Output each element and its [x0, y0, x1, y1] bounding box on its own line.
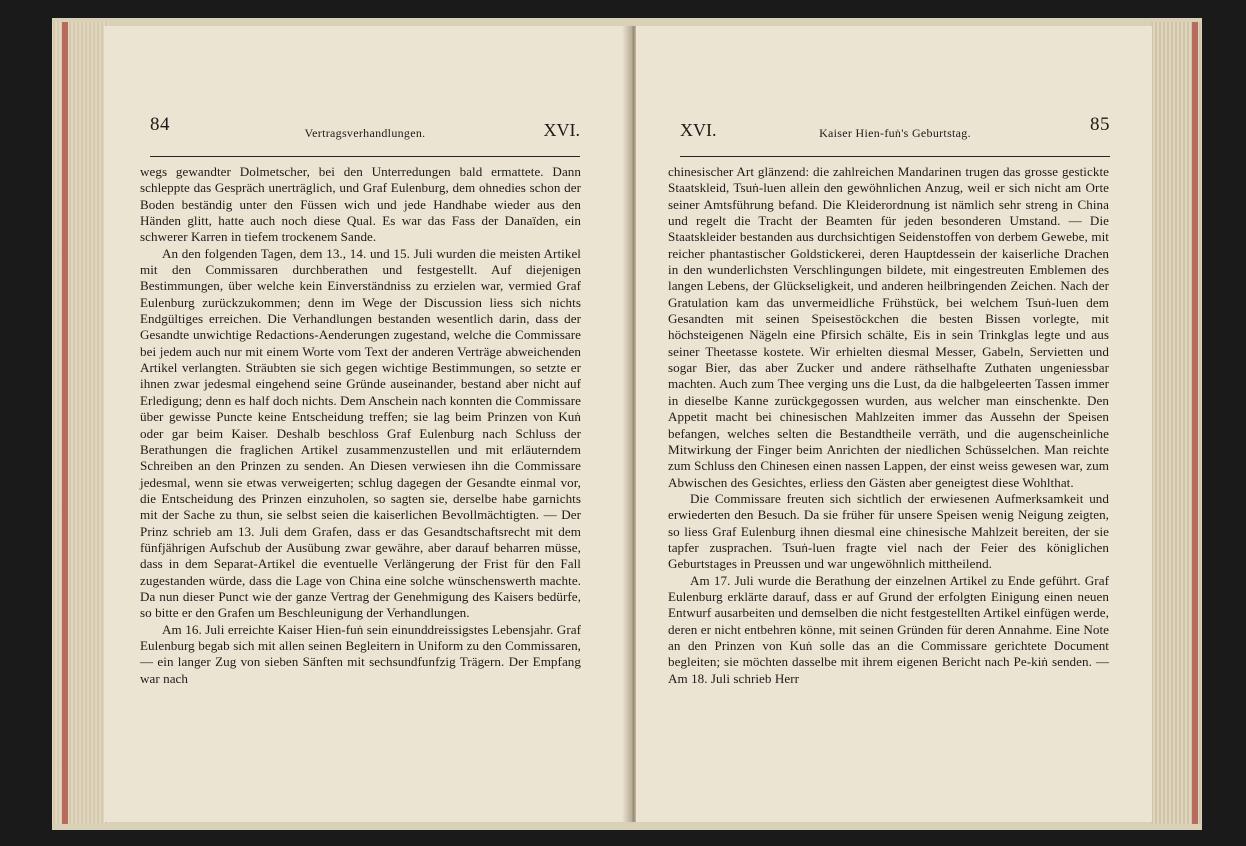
- right-page-number: 85: [1090, 114, 1110, 135]
- left-page: [104, 26, 630, 822]
- left-running-title: Vertragsverhandlungen.: [304, 126, 426, 140]
- left-page-header: [150, 112, 580, 157]
- paragraph: Am 16. Juli erreichte Kaiser Hien-fuṅ sein einunddreissigstes Lebensjahr. Graf Eulenburg begab sich mit allen seinen Begleitern in Uniform zu den Commissaren, — ein langer Zug von sieben Sänften mit sechsundfunfzig Trägern. Der Empfang war nach: [140, 621, 581, 686]
- right-section-number: XVI.: [680, 120, 717, 140]
- left-red-edge: [62, 22, 68, 824]
- right-running-title: Kaiser Hien-fuṅ's Geburtstag.: [819, 126, 971, 140]
- right-page-body: [668, 164, 1109, 687]
- left-page-edges: [52, 22, 108, 824]
- paragraph: Am 17. Juli wurde die Berathung der einzelnen Artikel zu Ende geführt. Graf Eulenburg erklärte darauf, dass er auf Grund der erfolgten Einigung einen neuen Entwurf ausarbeiten und demselben die nicht festgestellten Artikel einfügen werde, deren er nicht entbehren könne, mit seinen Gründen für deren Annahme. Eine Note an den Prinzen von Kuṅ solle das an die Commissare gerichtete Document begleiten; sie möchten dasselbe mit ihrem eigenen Bericht nach Pe-kiṅ senden. — Am 18. Juli schrieb Herr: [668, 572, 1109, 686]
- right-page: [636, 26, 1152, 822]
- left-section-number: XVI.: [543, 120, 580, 140]
- paragraph: chinesischer Art glänzend: die zahlreichen Mandarinen trugen das grosse gestickte Staatskleid, Tsuṅ-luen allein den gewöhnlichen Anzug, weil er sich nicht am Orte seiner Amtsführung befand. Die Kleiderordnung ist nämlich sehr streng in China und regelt die Tracht der Beamten für jeden besonderen Umstand. — Die Staatskleider bestanden aus durchsichtigen Seidenstoffen von derbem Gewebe, mit reicher phantastischer Goldstickerei, deren Hauptdessein der kaiserliche Drachen in den wunderlichsten Verschlingungen bildete, mit eingestreuten Emblemen des langen Lebens, der Glückseligkeit, und anderen heilbringenden Zeichen. Nach der Gratulation kam das unvermeidliche Frühstück, bei welchem Tsuṅ-luen dem Gesandten mit seinen Speisestöckchen die besten Bissen vorlegte, mit höchsteigenen Nägeln eine Pfirsich schälte, Eis in sein Trinkglas legte und aus seiner Theetasse kostete. Wir erhielten diesmal Messer, Gabeln, Servietten und sogar Bier, das aber Zucker und andere räthselhafte Zuthaten ungeniessbar machten. Auch zum Thee verging uns die Lust, da die halbgeleerten Tassen immer in dieselbe Kanne zurückgegossen wurden, aus welcher man einschenkte. Den Appetit macht bei chinesischen Mahlzeiten immer das Aussehn der Speisen befangen, welches selten die Bestandtheile verräth, und die augenscheinliche Mitwirkung der Finger beim Anrichten der niedlichen Schüsselchen. Man reichte zum Schluss den Chinesen einen nassen Lappen, der einst weiss gewesen war, zum Abwischen des Gesichtes, erliess den Gästen aber geneigtest diese Wohlthat.: [668, 164, 1109, 490]
- left-page-number: 84: [150, 114, 170, 135]
- paragraph: Die Commissare freuten sich sichtlich der erwiesenen Aufmerksamkeit und erwiederten den Besuch. Da sie früher für unsere Speisen wenig Neigung zeigten, so liess Graf Eulenburg ihnen diesmal eine chinesische Mahlzeit bereiten, der sie tapfer zusprachen. Tsuṅ-luen fragte viel nach der Feier des königlichen Geburtstages in Preussen und war ungewöhnlich mittheilend.: [668, 490, 1109, 572]
- left-page-body: [140, 164, 581, 687]
- right-red-edge: [1192, 22, 1198, 824]
- paragraph: An den folgenden Tagen, dem 13., 14. und 15. Juli wurden die meisten Artikel mit den Commissaren durchberathen und festgestellt. Auf diejenigen Bestimmungen, über welche kein Einverständniss zu erzielen war, vermied Graf Eulenburg zurückzukommen; denn im Wege der Discussion liess sich nichts Endgültiges erreichen. Die Verhandlungen bestanden wesentlich darin, dass der Gesandte unwichtige Redactions-Aenderungen zugestand, welche die Commissare bei jedem auch nur mit einem Worte vom Text der anderen Verträge abweichenden Artikel verlangten. Sträubten sie sich gegen wichtige Bestimmungen, so setzte er ihnen zwar jedesmal eingehend seine Gründe auseinander, bestand aber nicht auf Erledigung; denn es half doch nichts. Dem Anschein nach konnten die Commissare über gewisse Puncte keine Entscheidung treffen; sie lag beim Prinzen von Kuṅ oder gar beim Kaiser. Deshalb beschloss Graf Eulenburg nach Schluss der Berathungen die fraglichen Artikel zusammenzustellen und mit erläuterndem Schreiben an den Prinzen zu senden. An Diesen verwiesen ihn die Commissare jedesmal, wenn sie etwas verweigerten; schlug dagegen der Gesandte einmal vor, die Entscheidung des Prinzen einzuholen, so sagten sie, derselbe habe garnichts mit der Sache zu thun, sie selbst seien die kaiserlichen Bevollmächtigten. — Der Prinz schrieb am 13. Juli dem Grafen, dass er das Gesandtschaftsrecht mit dem fünfjährigen Aufschub der Ausübung zwar gewähre, aber darauf beharren müsse, dass in dem Separat-Artikel die eventuelle Verlängerung der Frist für den Fall zugestanden würde, dass die Lage von China eine solche wünschenswerth machte. Da nun dieser Punct wie der ganze Vertrag der Genehmigung des Kaisers bedürfe, so bitte er den Grafen um Beschleunigung der Verhandlungen.: [140, 245, 581, 621]
- right-page-header: [680, 112, 1110, 157]
- paragraph: wegs gewandter Dolmetscher, bei den Unterredungen bald ermattete. Dann schleppte das Gespräch unerträglich, und Graf Eulenburg, dem ohnedies schon der Boden beständig unter den Füssen wich und jede Handhabe wieder aus den Händen glitt, hatte auch noch diese Qual. Es war das Fass der Danaïden, ein schwerer Karren in tiefem trockenem Sande.: [140, 164, 581, 245]
